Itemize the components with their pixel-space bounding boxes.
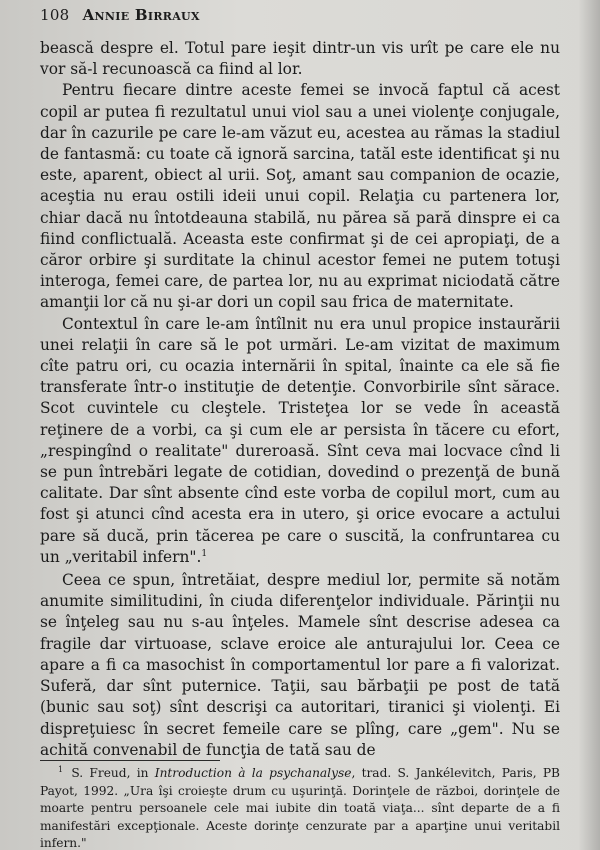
paragraph-3-text: Contextul în care le-am întîlnit nu era unul propice instaurării unei relaţii în care să le pot urmări. Le-am vizitat de maximum cîte patru ori, cu ocazia internării în spital, înainte ca ele să fie transferate într-o instituţie de detenţie. Convorbirile sînt sărace. Scot cuvintele cu cleştele. Tristeţea lor se vede în această reţinere de a vorbi, ca şi cum ele ar persista în tăcere cu efort, „respingînd o realitate" dureroasă. Sînt ceva mai locvace cînd li se pun întrebări legate de cotidian, dovedind o prezenţă de bună calitate. Dar sînt absente cînd este vorba de copilul mort, cum au fost şi atunci cînd acesta era in utero, şi orice evocare a actului pare să ducă, prin tăcerea pe care o suscită, la confruntarea cu un „veritabil infern". <box>40 314 560 566</box>
paragraph-1: bească despre el. Totul pare ieşit dintr-un vis urît pe care ele nu vor să-l recunoască ca fiind al lor. <box>40 39 560 79</box>
spine-shadow <box>578 0 600 850</box>
footnote-title: Introduction à la psychanalyse <box>154 766 352 780</box>
footnote <box>40 765 560 850</box>
footnote-post: , trad. S. Jankélevitch, Paris, PB Payot, 1992. „Ura îşi croieşte drum cu uşurinţă. Dorinţele de război, dorinţele de moarte pentru persoanele cele mai iubite din toată viaţa... sînt departe de a fi manifestări excepţionale. Aceste dorinţe cenzurate par a aparţine unui veritabil infern." <box>40 766 560 850</box>
footnote-pre: S. Freud, in <box>71 766 155 780</box>
body-text <box>40 38 560 761</box>
running-head <box>40 6 200 24</box>
page-number: 108 <box>40 6 70 24</box>
paragraph-2: Pentru fiecare dintre aceste femei se invocă faptul că acest copil ar putea fi rezultatul unui viol sau a unei violenţe conjugale, dar în cazurile pe care le-am văzut eu, acestea au rămas la stadiul de fantasmă: cu toate că ignoră sarcina, tatăl este identificat şi nu este, aparent, obiect al urii. Soţ, amant sau companion de ocazie, aceştia nu erau ostili ideii unui copil. Relaţia cu partenera lor, chiar dacă nu întotdeauna stabilă, nu părea să pară dinspre ei ca fiind conflictuală. Aceasta este confirmat şi de cei apropiaţi, de a căror orbire şi surditate la chinul acestor femei ne putem totuşi interoga, femei care, de partea lor, nu au exprimat niciodată către amanţii lor că nu şi-ar dori un copil sau frica de maternitate. <box>40 81 560 312</box>
paragraph-4: Ceea ce spun, întretăiat, despre mediul lor, permite să notăm anumite similitudini, în ciuda diferenţelor individuale. Părinţii nu se înţeleg sau nu s-au înţeles. Mamele sînt descrise adesea ca fragile dar virtuoase, sclave eroice ale anturajului lor. Ceea ce apare a fi ca masochist în comportamentul lor pare a fi valorizat. Suferă, dar sînt puternice. Taţii, sau bărbaţii pe post de tată (bunic sau soţ) sînt descrişi ca autoritari, tiranici şi violenţi. Ei dispreţuiesc în secret femeile care se plîng, care „gem". Nu se achită convenabil de funcţia de tată sau de <box>40 571 560 759</box>
footnote-reference: 1 <box>201 548 208 559</box>
footnote-number: 1 <box>58 764 64 774</box>
paragraph-3 <box>40 314 560 568</box>
running-head-author: Annie Birraux <box>82 6 200 24</box>
footnote-rule <box>40 760 220 761</box>
